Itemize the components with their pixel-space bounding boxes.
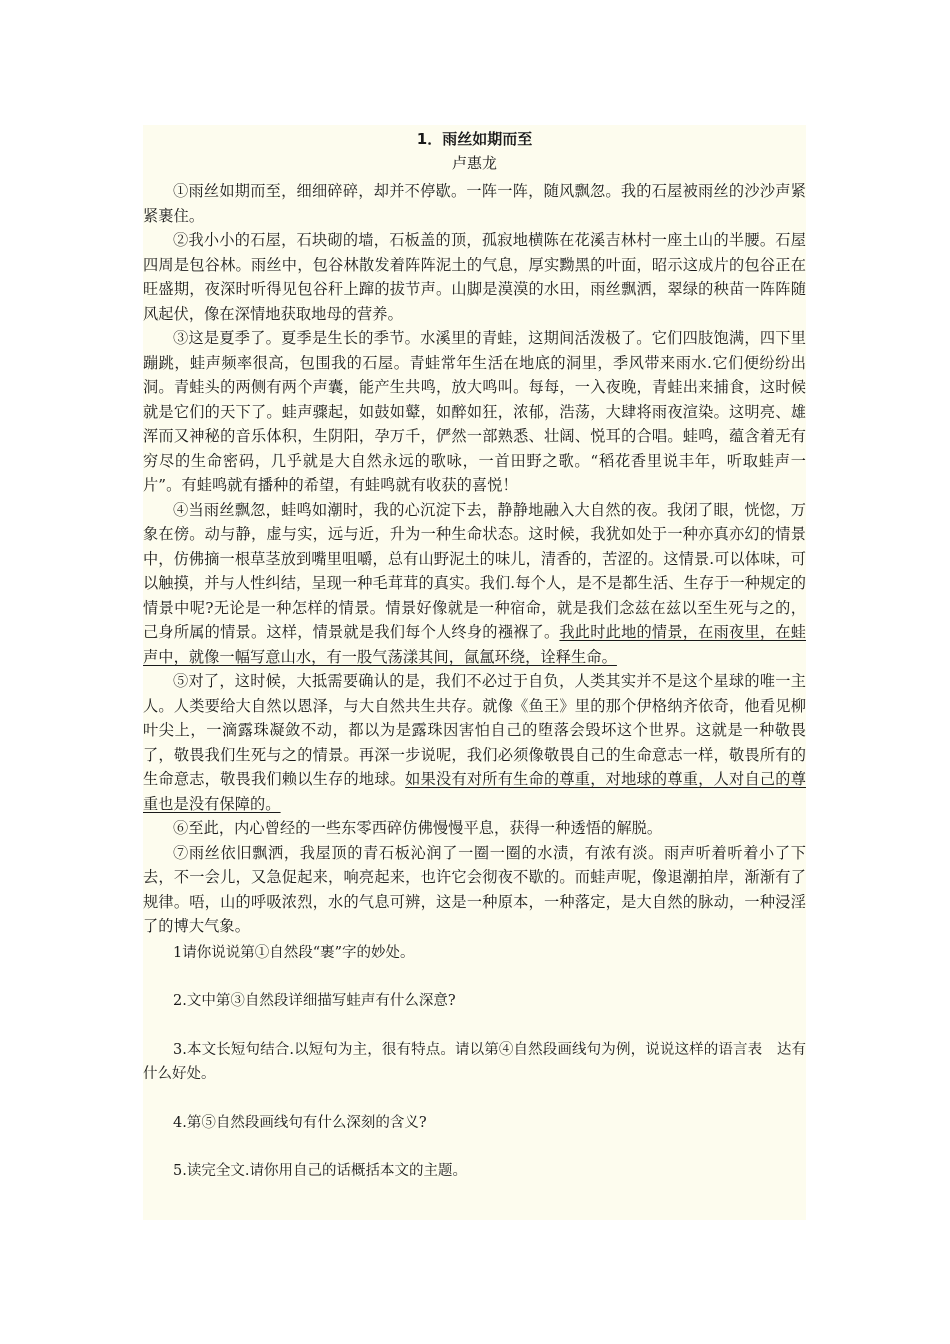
question-5: 5.读完全文.请你用自己的话概括本文的主题。 [173,1163,467,1179]
underlined-sentence: 我此时此地的情景，在雨夜里，在蛙声中，就像一幅写意山水，有一股气荡漾其间，氤氲环绕，诠释生命。 [143,623,806,666]
paragraph-text: ⑤对了，这时候，大抵需要确认的是，我们不必过于自负，人类其实并不是这个星球的唯一主人。人类要给大自然以恩泽，与大自然共生共存。就像《鱼王》里的那个伊格纳齐依奇，他看见柳叶尖上，一滴露珠凝敛不动，都以为是露珠因害怕自己的堕落会毁坏这个世界。这就是一种敬畏了，敬畏我们生死与之的情景。再深一步说呢，我们必须像敬畏自己的生命意志一样，敬畏所有的生命意志，敬畏我们赖以生存的地球。 [143,672,806,788]
document-page [143,125,806,1220]
question-1: 1请你说说第①自然段“裹”字的妙处。 [173,944,415,961]
question-2: 2.文中第③自然段详细描写蛙声有什么深意? [173,993,456,1009]
question-list [143,941,806,1184]
paragraph-text: ⑥至此，内心曾经的一些东零西碎仿佛慢慢平息，获得一种透悟的解脱。 [173,819,663,837]
paragraph-7 [143,841,806,939]
question-3: 3.本文长短句结合.以短句为主，很有特点。请以第④自然段画线句为例，说说这样的语言表 达有什么好处。 [143,1041,806,1082]
paragraph-2 [143,228,806,326]
underlined-sentence: 如果没有对所有生命的尊重，对地球的尊重，人对自己的尊重也是没有保障的。 [143,770,806,813]
article-title: 1．雨丝如期而至 [416,130,533,148]
paragraph-text: ①雨丝如期而至，细细碎碎，却并不停歇。一阵一阵，随风飘忽。我的石屋被雨丝的沙沙声紧紧裹住。 [143,182,806,225]
paragraph-text: ③这是夏季了。夏季是生长的季节。水溪里的青蛙，这期间活泼极了。它们四肢饱满，四下里蹦跳，蛙声频率很高，包围我的石屋。青蛙常年生活在地底的洞里，季风带来雨水.它们便纷纷出洞。青蛙头的两侧有两个声囊，能产生共鸣，放大鸣叫。每每，一入夜晚，青蛙出来捕食，这时候就是它们的天下了。蛙声骤起，如鼓如鼙，如醉如狂，浓郁，浩荡，大肆将雨夜渲染。这明亮、雄浑而又神秘的音乐体积，生阴阳，孕万千，俨然一部熟悉、壮阔、悦耳的合唱。蛙鸣，蕴含着无有穷尽的生命密码，几乎就是大自然永远的歌咏，一首田野之歌。“稻花香里说丰年，听取蛙声一片”。有蛙鸣就有播种的希望，有蛙鸣就有收获的喜悦！ [143,329,806,494]
paragraph-6 [143,816,806,841]
paragraph-4 [143,498,806,670]
paragraph-text: ④当雨丝飘忽，蛙鸣如潮时，我的心沉淀下去，静静地融入大自然的夜。我闭了眼，恍惚，万象在傍。动与静，虚与实，远与近，升为一种生命状态。这时候，我犹如处于一种亦真亦幻的情景中，仿佛摘一根草茎放到嘴里咀嚼，总有山野泥土的味儿，清香的，苦涩的。这情景.可以体味，可以触摸，并与人性纠结，呈现一种毛茸茸的真实。我们.每个人，是不是都生活、生存于一种规定的情景中呢?无论是一种怎样的情景。情景好像就是一种宿命，就是我们念兹在兹以至生死与之的，己身所属的情景。这样，情景就是我们每个人终身的襁褓了。 [143,500,806,641]
paragraph-5 [143,669,806,816]
question-4: 4.第⑤自然段画线句有什么深刻的含义? [173,1114,427,1131]
paragraph-3 [143,326,806,498]
article-author: 卢惠龙 [451,154,497,172]
paragraph-1 [143,179,806,228]
paragraph-text: ⑦雨丝依旧飘洒，我屋顶的青石板沁润了一圈一圈的水渍，有浓有淡。雨声听着听着小了下去，不一会儿，又急促起来，响亮起来，也许它会彻夜不歇的。而蛙声呢，像退潮拍岸，渐渐有了规律。唔，山的呼吸浓烈，水的气息可辨，这是一种原本，一种落定，是大自然的脉动，一种浸淫了的博大气象。 [143,843,806,935]
paragraph-text: ②我小小的石屋，石块砌的墙，石板盖的顶，孤寂地横陈在花溪吉林村一座土山的半腰。石屋四周是包谷林。雨丝中，包谷林散发着阵阵泥土的气息，厚实黝黑的叶面，昭示这成片的包谷正在旺盛期，夜深时听得见包谷秆上蹿的拔节声。山脚是漠漠的水田，雨丝飘洒，翠绿的秧苗一阵阵随风起伏，像在深情地获取地母的营养。 [143,231,806,323]
